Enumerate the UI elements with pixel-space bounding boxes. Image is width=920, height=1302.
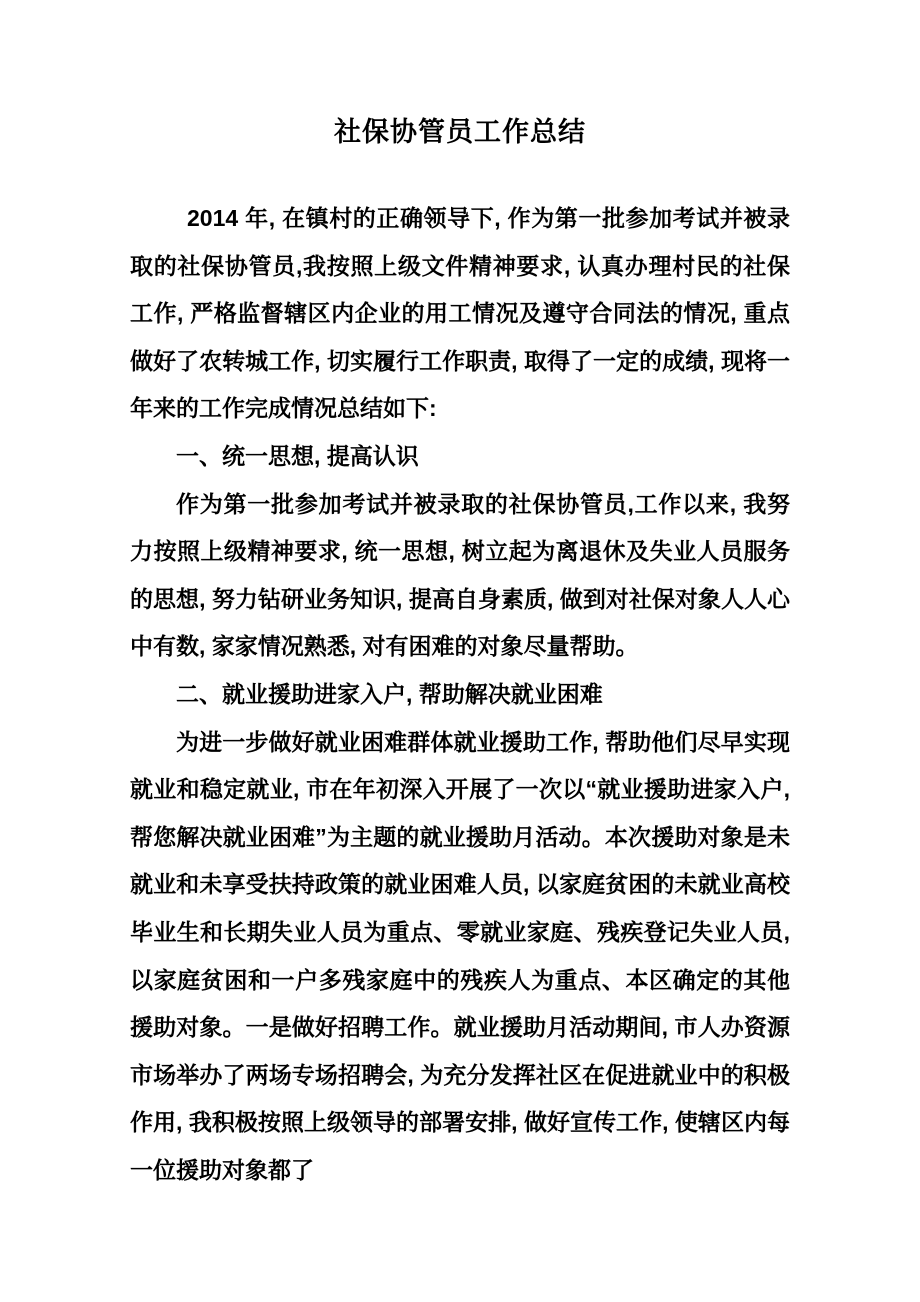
section-heading-1: 一、统一思想, 提高认识 [176, 442, 419, 469]
section-heading-2: 二、就业援助进家入户, 帮助解决就业困难 [176, 680, 603, 707]
paragraph-intro: 2014 年, 在镇村的正确领导下, 作为第一批参加考试并被录取的社保协管员,我按照上级文件精神要求, 认真办理村民的社保工作, 严格监督辖区内企业的用工情况及遵守合同法的情况, 重点做好了农转城工作, 切实履行工作职责, 取得了一定的成绩, 现将一年来的工作完成情况总结如下: [130, 205, 790, 422]
document-title: 社保协管员工作总结 [334, 117, 586, 147]
paragraph-section-1-body: 作为第一批参加考试并被录取的社保协管员,工作以来, 我努力按照上级精神要求, 统一思想, 树立起为离退休及失业人员服务的思想, 努力钻研业务知识, 提高自身素质, 做到对社保对象人人心中有数, 家家情况熟悉, 对有困难的对象尽量帮助。 [130, 490, 790, 660]
paragraph-section-2-body: 为进一步做好就业困难群体就业援助工作, 帮助他们尽早实现就业和稳定就业, 市在年初深入开展了一次以“就业援助进家入户, 帮您解决就业困难”为主题的就业援助月活动。本次援助对象是未就业和未享受扶持政策的就业困难人员, 以家庭贫困的未就业高校毕业生和长期失业人员为重点、零就业家庭、残疾登记失业人员, 以家庭贫困和一户多残家庭中的残疾人为重点、本区确定的其他援助对象。一是做好招聘工作。就业援助月活动期间, 市人办资源市场举办了两场专场招聘会, 为充分发挥社区在促进就业中的积极作用, 我积极按照上级领导的部署安排, 做好宣传工作, 使辖区内每一位援助对象都了 [130, 728, 790, 1183]
